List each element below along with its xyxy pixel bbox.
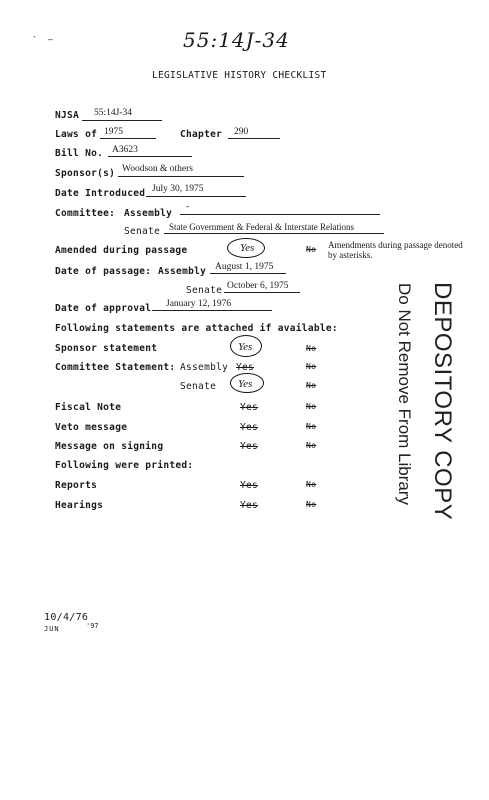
bill-no-value: A3623	[112, 145, 138, 155]
bill-no-label: Bill No.	[55, 148, 104, 159]
bill-no-line	[108, 156, 192, 157]
scan-mark: –	[48, 35, 53, 44]
veto-message-no: No	[306, 422, 317, 431]
fiscal-note-no: No	[306, 402, 317, 411]
committee-senate-line	[164, 233, 384, 234]
njsa-label: NJSA	[55, 110, 80, 121]
amended-label: Amended during passage	[55, 245, 188, 256]
reports-label: Reports	[55, 480, 98, 491]
date-of-approval-value: January 12, 1976	[166, 299, 232, 309]
committee-assembly-value: -	[186, 202, 190, 212]
cs-assembly-yes: Yes	[236, 362, 255, 373]
passage-senate-value: October 6, 1975	[227, 281, 289, 291]
reports-yes: Yes	[240, 480, 259, 491]
footer-mark: '97	[86, 622, 99, 630]
handwritten-number: 55:14J-34	[183, 28, 290, 52]
date-of-passage-label: Date of passage:	[55, 266, 152, 277]
yes-circle	[227, 238, 265, 258]
committee-assembly-label: Assembly	[124, 208, 173, 219]
sponsors-value: Woodson & others	[122, 164, 194, 174]
chapter-value: 290	[234, 127, 249, 137]
footer-date: 10/4/76	[44, 612, 89, 623]
committee-statement-label: Committee Statement:	[55, 362, 176, 373]
footer-stamp: JUN	[44, 625, 60, 633]
committee-assembly-line	[180, 214, 380, 215]
message-on-signing-yes: Yes	[240, 441, 259, 452]
amended-yes: Yes	[240, 242, 255, 254]
committee-label: Committee:	[55, 208, 116, 219]
amended-no: No	[306, 245, 317, 254]
date-of-approval-line	[152, 310, 272, 311]
message-on-signing-no: No	[306, 441, 317, 450]
hearings-label: Hearings	[55, 500, 104, 511]
yes-circle	[230, 335, 262, 357]
chapter-line	[228, 138, 280, 139]
njsa-value: 55:14J-34	[94, 108, 132, 118]
hearings-yes: Yes	[240, 500, 259, 511]
committee-senate-label: Senate	[124, 226, 161, 237]
date-introduced-value: July 30, 1975	[152, 184, 204, 194]
date-introduced-label: Date Introduced	[55, 188, 146, 199]
veto-message-yes: Yes	[240, 422, 259, 433]
sponsor-statement-label: Sponsor statement	[55, 343, 158, 354]
cs-assembly-no: No	[306, 362, 317, 371]
page-title: LEGISLATIVE HISTORY CHECKLIST	[152, 70, 327, 81]
fiscal-note-label: Fiscal Note	[55, 402, 122, 413]
depository-stamp-sub: Do Not Remove From Library	[395, 283, 414, 506]
passage-senate-line	[224, 292, 300, 293]
passage-assembly-value: August 1, 1975	[215, 262, 274, 272]
passage-assembly-label: Assembly	[158, 266, 207, 277]
yes-circle	[230, 373, 264, 393]
reports-no: No	[306, 480, 317, 489]
sponsor-statement-yes: Yes	[238, 341, 253, 353]
cs-assembly-label: Assembly	[180, 362, 229, 373]
sponsor-statement-no: No	[306, 344, 317, 353]
laws-of-label: Laws of	[55, 129, 98, 140]
fiscal-note-yes: Yes	[240, 402, 259, 413]
date-of-approval-label: Date of approval	[55, 303, 152, 314]
laws-of-value: 1975	[104, 127, 123, 137]
amended-note: Amendments during passage denoted by asterisks.	[328, 240, 463, 260]
committee-senate-value: State Government & Federal & Interstate Relations	[169, 222, 354, 232]
cs-senate-no: No	[306, 381, 317, 390]
cs-senate-yes: Yes	[238, 378, 253, 390]
veto-message-label: Veto message	[55, 422, 128, 433]
laws-of-line	[100, 138, 156, 139]
statements-heading: Following statements are attached if available:	[55, 323, 338, 334]
passage-assembly-line	[210, 273, 286, 274]
sponsors-line	[118, 176, 244, 177]
njsa-line	[82, 120, 162, 121]
scan-mark: -	[32, 32, 37, 41]
hearings-no: No	[306, 500, 317, 509]
passage-senate-label: Senate	[186, 285, 223, 296]
date-introduced-line	[146, 196, 246, 197]
sponsors-label: Sponsor(s)	[55, 168, 116, 179]
depository-stamp: DEPOSITORY COPY	[429, 282, 456, 521]
message-on-signing-label: Message on signing	[55, 441, 164, 452]
cs-senate-label: Senate	[180, 381, 217, 392]
printed-heading: Following were printed:	[55, 460, 194, 471]
chapter-label: Chapter	[180, 129, 223, 140]
